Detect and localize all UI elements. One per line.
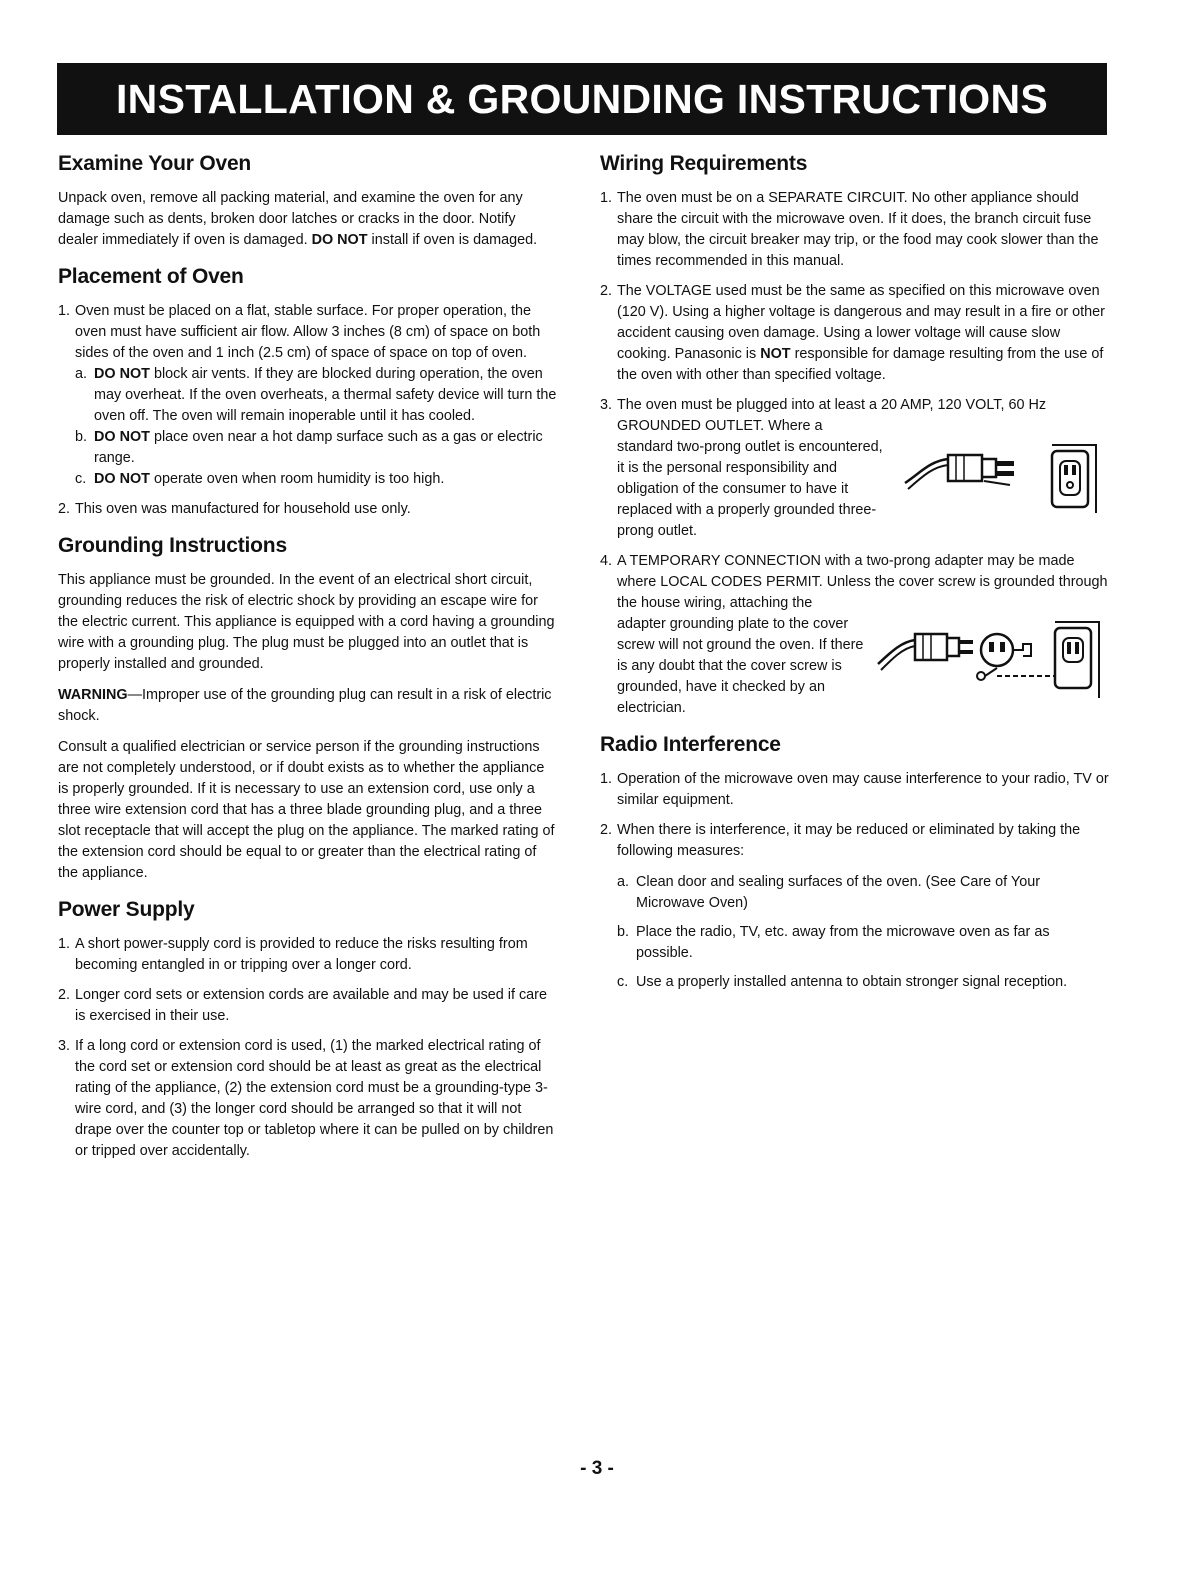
sub-list-item: b. DO NOT place oven near a hot damp surface such as a gas or electric range. xyxy=(75,429,543,466)
section-title: Power Supply xyxy=(58,898,195,921)
numbered-list xyxy=(600,188,1110,719)
page-number: - 3 - xyxy=(580,1458,614,1479)
paragraph: This appliance must be grounded. In the event of an electrical short circuit, grounding reduces the risk of electric shock by providing an escape wire for the electric current. This appliance is equipped with a cord having a grounding wire with a grounding plug. The plug must be plugged into an outlet that is properly installed and grounded. xyxy=(58,572,555,672)
section-title: Grounding Instructions xyxy=(58,534,287,557)
three-prong-plug-outlet-illustration xyxy=(900,443,1100,515)
list-item: 1. Operation of the microwave oven may cause interference to your radio, TV or similar equipment. xyxy=(600,771,1109,808)
list-item: 1. Oven must be placed on a flat, stable surface. For proper operation, the oven must have sufficient air flow. Allow 3 inches (8 cm) of space on both sides of the oven and 1 inch (2.5 cm) of space of space on top of oven. a. DO NOT block air vents. If they are blocked during operation, the oven may overheat. If the oven overheats, a thermal safety device will turn the oven off. The oven will remain inoperable until it has cooled. b. DO NOT place oven near a hot damp surface such as a gas or electric range. c. DO NOT operate oven when room humidity is too high. xyxy=(58,301,558,490)
section-title: Wiring Requirements xyxy=(600,152,808,175)
sub-list-item: b. Place the radio, TV, etc. away from the microwave oven as far as possible. xyxy=(617,924,1050,961)
sub-list-item: a. Clean door and sealing surfaces of the oven. (See Care of Your Microwave Oven) xyxy=(617,874,1040,911)
left-column xyxy=(58,152,558,1176)
list-item: 2. This oven was manufactured for household use only. xyxy=(58,501,411,517)
figure-text: adapter grounding plate to the cover screw will not ground the oven. If there is any doubt that the cover screw is grounded, have it checked by an electrician. xyxy=(617,616,864,716)
section-examine-oven xyxy=(58,152,558,251)
section-title: Radio Interference xyxy=(600,733,781,756)
warning-paragraph: WARNING—Improper use of the grounding plug can result in a risk of electric shock. xyxy=(58,687,552,724)
list-item: 2. Longer cord sets or extension cords are available and may be used if care is exercised in their use. xyxy=(58,987,547,1024)
sub-list-item: a. DO NOT block air vents. If they are blocked during operation, the oven may overheat. If the oven overheats, a thermal safety device will turn the oven off. The oven will remain inoperable until it has cooled. xyxy=(75,366,557,424)
two-prong-adapter-illustration xyxy=(873,620,1103,700)
list-item: 1. A short power-supply cord is provided to reduce the risks resulting from becoming entangled in or tripping over a longer cord. xyxy=(58,936,528,973)
sub-list-item: c. Use a properly installed antenna to obtain stronger signal reception. xyxy=(617,974,1068,990)
figure-text: standard two-prong outlet is encountered, it is the personal responsibility and obligation of the consumer to have it replaced with a properly grounded three-prong outlet. xyxy=(617,439,883,539)
paragraph: Consult a qualified electrician or service person if the grounding instructions are not completely understood, or if doubt exists as to whether the appliance is properly grounded. If it is necessary to use an extension cord, use only a three wire extension cord that has a three blade grounding plug, and a three slot receptacle that will accept the plug on the appliance. The marked rating of the extension cord should be equal to or greater than the electrical rating of the appliance. xyxy=(58,739,555,881)
paragraph: Unpack oven, remove all packing material, and examine the oven for any damage such as dents, broken door latches or cracks in the door. Notify dealer immediately if oven is damaged. DO NOT install if oven is damaged. xyxy=(58,190,538,248)
numbered-list xyxy=(58,301,558,520)
list-item: 4. A TEMPORARY CONNECTION with a two-prong adapter may be made where LOCAL CODES PERMIT. Unless the cover screw is grounded through the house wiring, attaching the adapter grounding plate to the cover screw will not ground the oven. If there is any doubt that the cover screw is grounded, have it checked by an electrician. xyxy=(600,551,1110,719)
list-item: 3. The oven must be plugged into at least a 20 AMP, 120 VOLT, 60 Hz GROUNDED OUTLET. Where a standard two-prong outlet is encountered, it is the personal responsibility and obligation of the consumer to have it replaced with a properly grounded three-prong outlet. xyxy=(600,395,1110,542)
section-title: Examine Your Oven xyxy=(58,152,252,175)
list-item: 1. The oven must be on a SEPARATE CIRCUIT. No other appliance should share the circuit with the microwave oven. If it does, the branch circuit fuse may blow, the circuit breaker may trip, or the food may cook slower than the times recommended in this manual. xyxy=(600,190,1099,269)
section-radio-interference xyxy=(600,733,1110,993)
numbered-list xyxy=(600,769,1110,993)
page-title-banner: INSTALLATION & GROUNDING INSTRUCTIONS xyxy=(57,63,1107,135)
sub-list xyxy=(617,872,1110,993)
sub-list xyxy=(75,364,558,490)
section-power-supply xyxy=(58,898,558,1162)
right-column xyxy=(600,152,1110,1007)
list-item: 2. The VOLTAGE used must be the same as specified on this microwave oven (120 V). Using a higher voltage is dangerous and may result in a fire or other accident causing oven damage. Using a lower voltage will cause slow cooking. Panasonic is NOT responsible for damage resulting from the use of the oven with other than specified voltage. xyxy=(600,283,1105,383)
list-item: 2. When there is interference, it may be reduced or eliminated by taking the following measures: a. Clean door and sealing surfaces of the oven. (See Care of Your Microwave Oven) b. Place the radio, TV, etc. away from the microwave oven as far as possible. c. Use a properly installed antenna to obtain stronger signal reception. xyxy=(600,820,1110,993)
list-item: 3. If a long cord or extension cord is used, (1) the marked electrical rating of the cord set or extension cord should be at least as great as the electrical rating of the appliance, (2) the extension cord must be a grounding-type 3-wire cord, and (3) the longer cord should be arranged so that it will not drape over the counter top or tabletop where it can be pulled on by children or tripped over accidentally. xyxy=(58,1038,554,1159)
section-wiring xyxy=(600,152,1110,719)
sub-list-item: c. DO NOT operate oven when room humidity is too high. xyxy=(75,471,445,487)
section-grounding xyxy=(58,534,558,884)
numbered-list xyxy=(58,934,558,1162)
section-placement xyxy=(58,265,558,520)
section-title: Placement of Oven xyxy=(58,265,244,288)
